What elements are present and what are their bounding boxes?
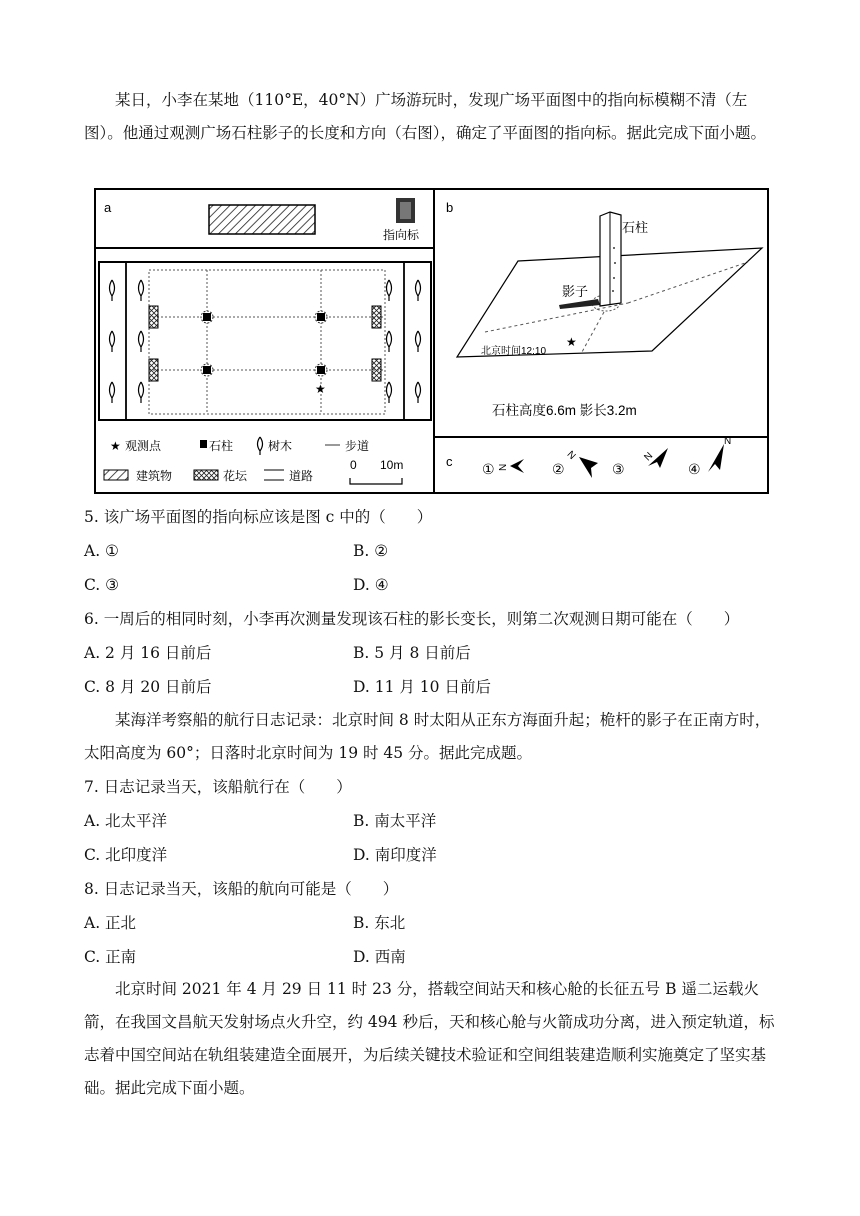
time-label: 北京时间12:10	[481, 346, 547, 357]
compass-caption: 指向标	[383, 228, 420, 242]
q6-option-a[interactable]: A. 2 月 16 日前后	[84, 644, 212, 662]
pillar-label: 石柱	[622, 220, 649, 235]
compass-3-icon	[642, 448, 668, 468]
pillar-marker	[315, 311, 327, 323]
q8-option-a[interactable]: A. 正北	[84, 914, 137, 932]
tree-icon	[387, 280, 392, 301]
q5-option-c[interactable]: C. ③	[84, 576, 120, 594]
q6-stem: 6. 一周后的相同时刻，小李再次测量发现该石柱的影长变长，则第二次观测日期可能在（ ）	[84, 610, 740, 628]
svg-text:N: N	[498, 463, 509, 471]
q8-option-b[interactable]: B. 东北	[353, 914, 406, 932]
tree-icon	[110, 382, 115, 403]
tree-icon	[416, 382, 421, 403]
measurement-text: 石柱高度6.6m 影长3.2m	[492, 403, 637, 418]
intro-paragraph: 某日，小李在某地（110°E，40°N）广场游玩时，发现广场平面图中的指向标模糊不清（左图）。他通过观测广场石柱影子的长度和方向（右图），确定了平面图的指向标。据此完成下面小题。	[84, 91, 767, 142]
north-letter: N	[724, 436, 732, 447]
figure	[94, 188, 769, 494]
q7-option-a[interactable]: A. 北太平洋	[84, 812, 168, 830]
tree-icon	[387, 382, 392, 403]
option-1-label: ①	[482, 461, 495, 477]
q8-option-c[interactable]: C. 正南	[84, 948, 137, 966]
tree-icon	[139, 382, 144, 403]
tree-icon	[110, 331, 115, 352]
q7-option-b[interactable]: B. 南太平洋	[353, 812, 437, 830]
svg-text:N: N	[565, 447, 579, 461]
flowerbed	[149, 359, 158, 381]
q7-option-c[interactable]: C. 北印度洋	[84, 846, 168, 864]
legend-tree: 树木	[268, 439, 293, 453]
legend-building-icon	[104, 470, 128, 480]
ship-paragraph: 某海洋考察船的航行日志记录：北京时间 8 时太阳从正东方海面升起；桅杆的影子在正南方时，太阳高度为 60°；日落时北京时间为 19 时 45 分。据此完成题。	[84, 711, 771, 762]
legend-pillar-icon	[200, 440, 207, 448]
scale-ten: 10m	[380, 458, 404, 472]
tree-icon	[139, 331, 144, 352]
tree-icon	[387, 331, 392, 352]
legend-flowerbed: 花坛	[223, 469, 248, 483]
pillar-marker	[201, 311, 213, 323]
compass-1-icon	[498, 459, 524, 473]
q8-stem: 8. 日志记录当天，该船的航向可能是（ ）	[84, 880, 399, 898]
tree-icon	[139, 280, 144, 301]
svg-text:N: N	[642, 450, 656, 464]
q8-option-d[interactable]: D. 西南	[353, 948, 406, 966]
space-paragraph: 北京时间 2021 年 4 月 29 日 11 时 23 分，搭载空间站天和核心舱的长征五号 B 遥二运载火箭，在我国文昌航天发射场点火升空，约 494 秒后，天和核心舱与火箭成功分离，进入预定轨道，标志着中国空间站在轨组装建造全面展开，为后续关键技术验证和空间组装建造顺利实施奠定了坚实基础。据此完成下面小题。	[84, 980, 775, 1097]
legend-tree-icon	[258, 437, 263, 455]
pillar-marker	[201, 364, 213, 376]
option-3-label: ③	[612, 461, 625, 477]
shadow-label: 影子	[562, 284, 589, 299]
tree-icon	[416, 331, 421, 352]
q6-option-c[interactable]: C. 8 月 20 日前后	[84, 678, 212, 696]
legend-road: 道路	[289, 469, 314, 483]
q6-option-d[interactable]: D. 11 月 10 日前后	[353, 678, 491, 696]
legend	[104, 437, 403, 484]
legend-footpath: 步道	[345, 439, 370, 453]
pillar-marker	[315, 364, 327, 376]
building-top	[209, 205, 315, 234]
q5-stem: 5. 该广场平面图的指向标应该是图 c 中的（ ）	[84, 508, 433, 526]
scale-zero: 0	[350, 458, 357, 472]
q5-option-d[interactable]: D. ④	[353, 576, 389, 594]
q5-option-a[interactable]: A. ①	[84, 542, 119, 560]
q5-option-b[interactable]: B. ②	[353, 542, 389, 560]
option-2-label: ②	[552, 461, 565, 477]
flowerbed	[372, 306, 381, 328]
observer-star-icon: ★	[566, 335, 577, 349]
compass-2-icon	[566, 448, 598, 478]
option-4-label: ④	[688, 461, 701, 477]
q6-option-b[interactable]: B. 5 月 8 日前后	[353, 644, 471, 662]
flowerbed	[372, 359, 381, 381]
legend-pillar: 石柱	[209, 439, 234, 453]
panel-b-label: b	[446, 200, 454, 215]
panel-a-label: a	[104, 200, 112, 215]
pillar-diagram	[457, 212, 762, 418]
q7-stem: 7. 日志记录当天，该船航行在（ ）	[84, 778, 352, 796]
scale-bar	[350, 478, 402, 484]
compass-4-icon	[708, 436, 731, 472]
legend-observation: 观测点	[125, 439, 162, 453]
legend-star-icon: ★	[110, 439, 121, 453]
legend-building: 建筑物	[136, 469, 173, 483]
legend-flowerbed-icon	[194, 470, 218, 480]
panel-c-label: c	[446, 454, 453, 469]
q7-option-d[interactable]: D. 南印度洋	[353, 846, 437, 864]
tree-icon	[416, 280, 421, 301]
flowerbed	[149, 306, 158, 328]
tree-icon	[110, 280, 115, 301]
observation-star-icon: ★	[315, 382, 326, 396]
compass-options	[482, 436, 731, 478]
plan-map	[99, 262, 431, 420]
